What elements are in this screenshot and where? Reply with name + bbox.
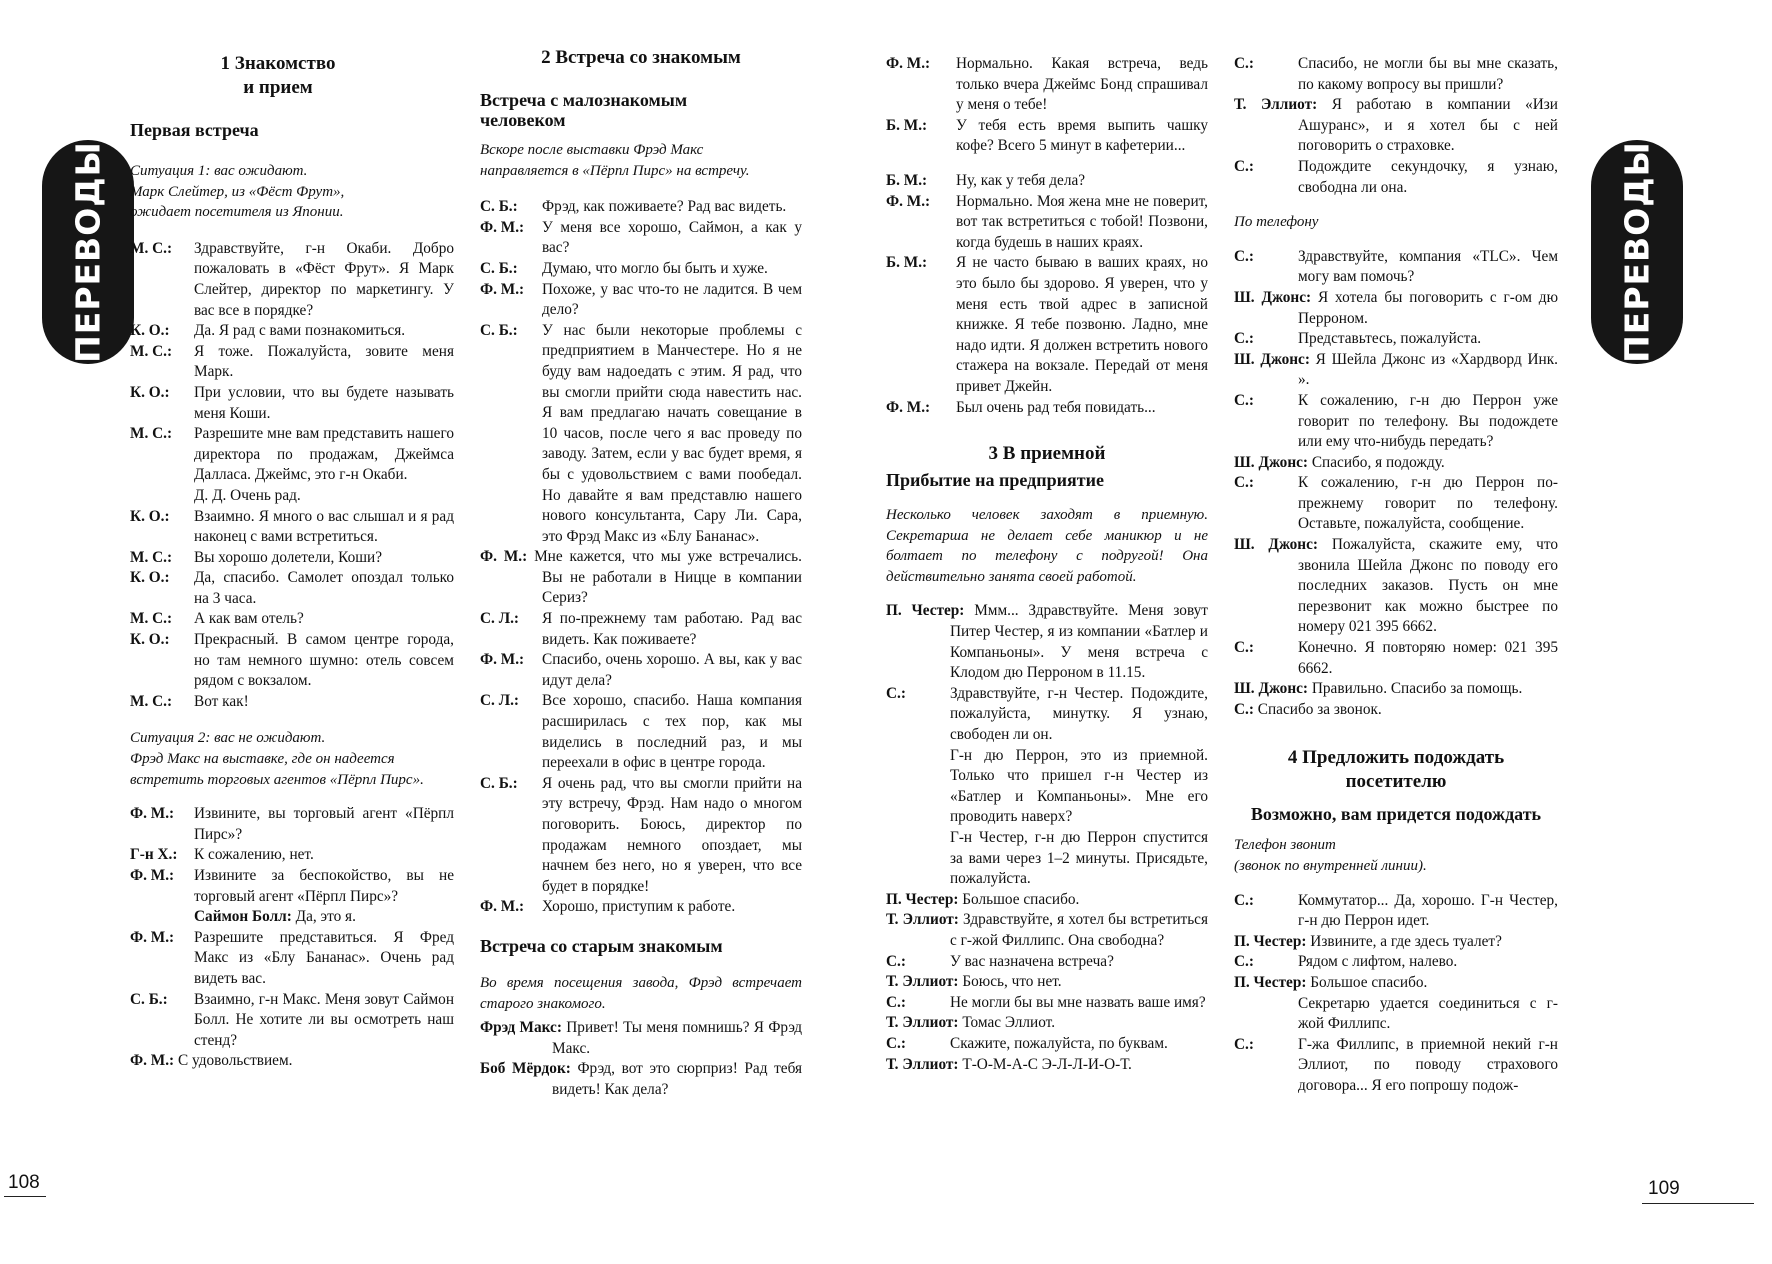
speaker: М. С.: <box>130 610 173 628</box>
dialogue-line <box>886 910 1208 951</box>
dialogue-line <box>886 1013 1208 1034</box>
dialogue-line <box>130 1051 454 1072</box>
section-tab-label: ПЕРЕВОДЫ <box>68 141 108 363</box>
dialogue-line <box>480 321 802 548</box>
dialogue-line <box>1234 638 1558 679</box>
line-text: Здравствуйте, компания «TLC». Чем могу вам помочь? <box>1298 247 1558 286</box>
dialogue-line <box>130 548 454 569</box>
dialogue-line <box>1234 535 1558 638</box>
speaker: Фрэд Макс: <box>480 1019 562 1037</box>
speaker: С.: <box>1234 891 1254 909</box>
speaker: Ф. М.: <box>130 1052 175 1070</box>
line-text: Ну, как у тебя дела? <box>956 171 1086 189</box>
page-rule-right <box>1642 1203 1754 1204</box>
dialogue-list <box>130 239 454 713</box>
column-2 <box>480 46 802 1101</box>
speaker: П. Честер: <box>1234 932 1307 950</box>
speaker: Ф. М.: <box>886 192 931 210</box>
dialogue-list <box>886 171 1208 418</box>
line-text: К сожалению, нет. <box>194 846 314 864</box>
speaker: К. О.: <box>130 322 170 340</box>
line-text: Взаимно, г-н Макс. Меня зовут Саймон Болл. Не хотите ли вы осмотреть наш стенд? <box>194 990 454 1049</box>
dialogue-line <box>886 398 1208 419</box>
speaker: К. О.: <box>130 631 170 649</box>
dialogue-list <box>1234 157 1558 198</box>
speaker: М. С.: <box>130 342 173 360</box>
dialogue-line <box>480 1059 802 1100</box>
dialogue-line <box>886 972 1208 993</box>
line-text: Похоже, у вас что-то не ладится. В чем дело? <box>542 280 802 319</box>
speaker: С.: <box>1234 1035 1254 1053</box>
dialogue-line <box>1234 952 1558 973</box>
section-heading: 3 В приемной <box>988 443 1106 465</box>
line-text: Нормально. Какая встреча, ведь только вчера Джеймс Бонд спрашивал у меня о тебе! <box>956 55 1208 114</box>
dialogue-line <box>130 239 454 321</box>
speaker: С.: <box>1234 474 1254 492</box>
stage-note: Секретарю удается соединиться с г-жой Филлипс. <box>1298 994 1558 1033</box>
dialogue-list <box>1234 473 1558 535</box>
line-text: Да, спасибо. Самолет опоздал только на 3 часа. <box>194 569 454 607</box>
dialogue-line <box>1234 932 1558 953</box>
dialogue-line <box>1234 95 1558 157</box>
column-4 <box>1234 54 1558 1097</box>
line-text: Думаю, что могло бы быть и хуже. <box>542 259 768 277</box>
line-text: Вы хорошо долетели, Коши? <box>194 548 383 566</box>
dialogue-line <box>1234 391 1558 453</box>
dialogue-list <box>480 197 802 547</box>
dialogue-list <box>1234 638 1558 679</box>
line-text: Не могли бы вы мне назвать ваше имя? <box>950 993 1206 1011</box>
dialogue-line <box>1234 350 1558 391</box>
line-text: Т-О-М-А-С Э-Л-Л-И-О-Т. <box>958 1055 1132 1073</box>
page-number-right: 109 <box>1648 1178 1680 1199</box>
speaker: Т. Эллиот: <box>886 911 959 929</box>
speaker: П. Честер: <box>886 602 965 620</box>
subsection-heading: Первая встреча <box>130 120 259 140</box>
speaker: Т. Эллиот: <box>886 973 959 991</box>
line-text: Был очень рад тебя повидать... <box>956 398 1156 416</box>
line-text: Я хотела бы поговорить с г-ом дю Перроном. <box>1298 288 1558 327</box>
situation-note: Несколько человек заходят в приемную. Секретарша не делает себе маникюр и не болтает по телефону с подругой! Она действительно занята своей работой. <box>886 507 1208 585</box>
line-text: Фрэд, вот это сюрприз! Рад тебя видеть! Как дела? <box>552 1060 803 1098</box>
line-text: Я работаю в компании «Изи Ашуранс», и я хотел бы с ней поговорить о страховке. <box>1298 96 1558 155</box>
dialogue-line <box>130 907 454 928</box>
speaker: П. Честер: <box>886 890 959 908</box>
line-text: Разрешите представиться. Я Фред Макс из «Блу Бананас». Очень рад видеть вас. <box>194 928 454 987</box>
line-text: Рядом с лифтом, налево. <box>1298 953 1458 971</box>
dialogue-line <box>130 609 454 630</box>
speaker: Т. Эллиот: <box>886 1055 959 1073</box>
dialogue-list <box>886 952 1208 973</box>
section-heading: 2 Встреча со знакомым <box>541 47 741 68</box>
situation-note: Во время посещения завода, Фрэд встречает старого знакомого. <box>480 974 802 1012</box>
line-text: А как вам отель? <box>194 610 304 628</box>
dialogue-list <box>1234 1035 1558 1097</box>
dialogue-list <box>1234 891 1558 932</box>
dialogue-line <box>886 952 1208 973</box>
speaker: С.: <box>886 952 906 970</box>
dialogue-line <box>886 890 1208 911</box>
speaker: Ф. М.: <box>130 805 175 823</box>
speaker: Ш. Джонс: <box>1234 453 1309 471</box>
speaker: С. Б.: <box>480 774 518 792</box>
speaker: С.: <box>886 684 906 702</box>
speaker: С. Л.: <box>480 692 520 710</box>
line-text: Фрэд, как поживаете? Рад вас видеть. <box>542 198 787 216</box>
speaker: К. О.: <box>130 383 170 401</box>
dialogue-list <box>1234 391 1558 453</box>
line-text: У тебя есть время выпить чашку кофе? Всего 5 минут в кафетерии... <box>956 116 1208 155</box>
dialogue-line <box>886 601 1208 683</box>
dialogue-line <box>480 897 802 918</box>
speaker: Б. М.: <box>886 116 928 134</box>
speaker: Т. Эллиот: <box>1234 96 1318 114</box>
dialogue-line <box>480 609 802 650</box>
line-text: Боюсь, что нет. <box>958 973 1062 991</box>
subsection-heading: Возможно, вам придется подождать <box>1250 804 1542 825</box>
line-text: Я очень рад, что вы смогли прийти на эту встречу, Фрэд. Нам надо о многом поговорить. Боюсь, директор по продажам немного опоздает, мы начнем без него, но я уверен, что все будет в порядке! <box>542 774 802 895</box>
dialogue-line <box>130 692 454 713</box>
speaker: С. Б.: <box>480 259 518 277</box>
speaker: Ф. М.: <box>480 898 525 916</box>
speaker: С.: <box>1234 55 1254 72</box>
dialogue-line <box>1234 288 1558 329</box>
line-text: У вас назначена встреча? <box>950 952 1114 970</box>
dialogue-line <box>1234 1035 1558 1097</box>
section-tab-left <box>42 140 134 364</box>
dialogue-line <box>130 845 454 866</box>
line-text: Конечно. Я повторяю номер: 021 395 6662. <box>1298 639 1558 677</box>
dialogue-line <box>1234 247 1558 288</box>
section-heading: 4 Предложить подождать посетителю <box>1287 747 1505 793</box>
speaker: Ш. Джонс: <box>1234 288 1312 306</box>
dialogue-list <box>1234 329 1558 350</box>
speaker: Г-н Х.: <box>130 846 178 864</box>
situation-note: Ситуация 2: вас не ожидают. Фрэд Макс на выставке, где он надеется встретить торговых агентов «Пёрпл Пирс». <box>130 730 424 788</box>
subsection-heading: Встреча со старым знакомым <box>480 935 723 956</box>
speaker: М. С.: <box>130 548 173 566</box>
line-text: Взаимно. Я много о вас слышал и я рад наконец с вами встретиться. <box>194 507 454 546</box>
line-text: Хорошо, приступим к работе. <box>542 898 736 916</box>
speaker: Ф. М.: <box>886 55 931 72</box>
dialogue-line <box>480 197 802 218</box>
line-text: Я тоже. Пожалуйста, зовите меня Марк. <box>194 342 454 381</box>
line-text: Большое спасибо. <box>1306 973 1428 991</box>
dialogue-line <box>886 192 1208 254</box>
dialogue-list <box>886 1034 1208 1055</box>
line-text: Здравствуйте, г-н Честер. Подождите, пожалуйста, минутку. Я узнаю, свободен ли он. Г-н дю Перрон, это из приемной. Только что пришел г-н Честер из «Батлер и Компаньоны». Мне его проводить наверх? Г-н Честер, г-н дю Перрон спустится за вами через 1–2 минуты. Присядьте, пожалуйста. <box>950 684 1208 888</box>
dialogue-line <box>1234 329 1558 350</box>
line-text: Томас Эллиот. <box>958 1014 1056 1032</box>
speaker: М. С.: <box>130 692 173 710</box>
dialogue-list <box>130 804 454 907</box>
line-text: Спасибо, я подожду. <box>1308 453 1445 471</box>
subsection-heading: Встреча с малознакомым человеком <box>480 90 688 130</box>
speaker: М. С.: <box>130 239 173 257</box>
speaker: С.: <box>1234 639 1254 657</box>
speaker: Б. М.: <box>886 254 928 272</box>
dialogue-line <box>1234 973 1558 994</box>
dialogue-list <box>480 609 802 918</box>
line-text: Разрешите мне вам представить нашего директора по продажам, Джеймса Далласа. Джеймс, это г-н Окаби. Д. Д. Очень рад. <box>194 425 454 504</box>
line-text: С удовольствием. <box>174 1052 293 1070</box>
line-text: Правильно. Спасибо за помощь. <box>1308 680 1523 698</box>
line-text: К сожалению, г-н дю Перрон уже говорит по телефону. Вы подождете или ему что-нибудь передать? <box>1298 391 1558 451</box>
speaker: М. С.: <box>130 425 173 443</box>
dialogue-line <box>886 253 1208 397</box>
dialogue-line <box>886 1055 1208 1076</box>
line-text: Привет! Ты меня помнишь? Я Фрэд Макс. <box>552 1019 802 1057</box>
line-text: Да. Я рад с вами познакомиться. <box>194 322 406 340</box>
dialogue-list <box>130 928 454 1052</box>
page-rule-left <box>4 1196 46 1197</box>
line-text: Я по-прежнему там работаю. Рад вас видеть. Как поживаете? <box>542 610 802 648</box>
section-tab-right <box>1591 140 1683 364</box>
line-text: Пожалуйста, скажите ему, что звонила Шейла Джонс по поводу его последних заказов. Пусть он мне перезвонит как можно быстрее по номеру 021 395 6662. <box>1298 536 1559 636</box>
dialogue-line <box>886 171 1208 192</box>
speaker: С.: <box>886 993 906 1011</box>
dialogue-line <box>480 774 802 898</box>
situation-note: Вскоре после выставки Фрэд Макс направляется в «Пёрпл Пирс» на встречу. <box>480 142 750 179</box>
line-text: Спасибо, очень хорошо. А вы, как у вас идут дела? <box>542 651 802 689</box>
column-3 <box>886 54 1208 1075</box>
speaker: Ф. М.: <box>130 867 175 884</box>
speaker: Ф. М.: <box>130 928 175 946</box>
speaker: Саймон Болл: <box>194 908 292 926</box>
line-text: Нормально. Моя жена мне не поверит, вот так встретиться с тобой! Позвони, когда будешь в наших краях. <box>956 192 1208 251</box>
line-text: Прекрасный. В самом центре города, но там немного шумно: отель совсем рядом с вокзалом. <box>194 631 454 690</box>
speaker: Т. Эллиот: <box>886 1014 959 1032</box>
dialogue-line <box>130 630 454 692</box>
situation-note: Ситуация 1: вас ожидают. Марк Слейтер, из «Фёст Фрут», ожидает посетителя из Японии. <box>130 163 345 221</box>
line-text: Представьтесь, пожалуйста. <box>1298 330 1482 348</box>
line-text: Извините, а где здесь туалет? <box>1306 932 1502 950</box>
situation-note: По телефону <box>1234 214 1319 231</box>
line-text: У меня все хорошо, Саймон, а как у вас? <box>542 218 802 257</box>
line-text: Подождите секундочку, я узнаю, свободна ли она. <box>1298 157 1558 196</box>
dialogue-line <box>130 321 454 342</box>
speaker: С.: <box>886 1034 906 1052</box>
situation-note: Телефон звонит (звонок по внутренней линии). <box>1234 837 1427 874</box>
line-text: Г-жа Филлипс, в приемной некий г-н Эллиот, по поводу страхового договора... Я его попрошу подож- <box>1298 1035 1558 1094</box>
dialogue-line <box>1234 157 1558 198</box>
speaker: Ф. М.: <box>480 280 525 298</box>
subsection-heading: Прибытие на предприятие <box>886 470 1104 491</box>
line-text: При условии, что вы будете называть меня Коши. <box>194 383 454 422</box>
speaker: Б. М.: <box>886 171 928 189</box>
line-text: У нас были некоторые проблемы с предприятием в Манчестере. Но я не буду вам надоедать с этим. Я рад, что вы смогли прийти сюда навестить нас. Я вам предлагаю начать совещание в 10 часов, после чего я вас проведу по заводу. Затем, если у вас будет время, я бы с удовольствием с вами пообедал. Но давайте я вам представлю нашего нового консультанта, Сару Ли. Сара, это Фрэд Макс из «Блу Бананас». <box>542 321 802 545</box>
speaker: Ш. Джонс: <box>1234 536 1319 554</box>
dialogue-line <box>130 990 454 1052</box>
speaker: Ф. М.: <box>886 398 931 416</box>
speaker: С. Б.: <box>480 321 518 339</box>
speaker: С.: <box>1234 700 1254 718</box>
dialogue-line <box>886 116 1208 157</box>
dialogue-line <box>1234 700 1558 721</box>
line-text: Здравствуйте, г-н Окаби. Добро пожаловать в «Фёст Фрут». Я Марк Слейтер, директор по маркетингу. У вас все в порядке? <box>194 239 454 319</box>
dialogue-list <box>1234 54 1558 95</box>
line-text: Коммутатор... Да, хорошо. Г-н Честер, г-н дю Перрон идет. <box>1298 891 1558 930</box>
speaker: К. О.: <box>130 507 170 525</box>
line-text: Спасибо за звонок. <box>1253 700 1382 718</box>
speaker: Ф. М.: <box>480 218 525 236</box>
dialogue-line <box>1234 54 1558 95</box>
line-text: Извините, вы торговый агент «Пёрпл Пирс»? <box>194 805 454 843</box>
speaker: С.: <box>1234 157 1254 175</box>
line-text: Все хорошо, спасибо. Наша компания расширилась с тех пор, как мы виделись в последний раз, и мы переехали в офис в центре города. <box>542 692 802 772</box>
line-text: Да, это я. <box>291 908 356 926</box>
line-text: Я Шейла Джонс из «Хардворд Инк. ». <box>1298 350 1559 389</box>
line-text: Вот как! <box>194 692 249 710</box>
dialogue-line <box>130 424 454 506</box>
dialogue-line <box>130 866 454 907</box>
speaker: С. Л.: <box>480 610 520 628</box>
dialogue-line <box>886 684 1208 890</box>
dialogue-line <box>480 650 802 691</box>
line-text: Скажите, пожалуйста, по буквам. <box>950 1034 1168 1052</box>
speaker: Ф. М.: <box>480 548 528 566</box>
speaker: Боб Мёрдок: <box>480 1060 571 1078</box>
dialogue-line <box>1234 891 1558 932</box>
line-text: Я не часто бываю в ваших краях, но это было бы здорово. Я уверен, что у меня есть твой адрес в записной книжке. Я тебе позвоню. Ладно, мне надо идти. Я должен встретить нового стажера на вокзале. Передай от меня привет Джейн. <box>956 254 1208 395</box>
dialogue-line <box>480 691 802 773</box>
speaker: С.: <box>1234 247 1254 265</box>
dialogue-list <box>1234 952 1558 973</box>
section-tab-label: ПЕРЕВОДЫ <box>1617 141 1657 363</box>
speaker: С. Б.: <box>130 990 168 1008</box>
speaker: К. О.: <box>130 569 170 587</box>
dialogue-line <box>1234 679 1558 700</box>
dialogue-list <box>1234 247 1558 288</box>
page-number-left: 108 <box>8 1172 40 1193</box>
line-text: Ммм... Здравствуйте. Меня зовут Питер Честер, я из компании «Батлер и Компаньоны». У меня встреча с Клодом дю Перроном в 11.15. <box>950 602 1208 682</box>
dialogue-line <box>1234 453 1558 474</box>
dialogue-line <box>480 1018 802 1059</box>
dialogue-line <box>1234 473 1558 535</box>
dialogue-line <box>886 1034 1208 1055</box>
dialogue-line <box>130 804 454 845</box>
line-text: Спасибо, не могли бы вы мне сказать, по какому вопросу вы пришли? <box>1298 55 1558 93</box>
dialogue-line <box>130 383 454 424</box>
line-text: Здравствуйте, я хотел бы встретиться с г-жой Филлипс. Она свободна? <box>950 911 1208 949</box>
speaker: С.: <box>1234 953 1254 971</box>
dialogue-line <box>886 993 1208 1014</box>
speaker: С.: <box>1234 391 1254 409</box>
dialogue-line <box>480 218 802 259</box>
speaker: Ф. М.: <box>480 651 525 669</box>
line-text: Мне кажется, что мы уже встречались. Вы не работали в Ницце в компании Сериз? <box>527 548 802 607</box>
dialogue-line <box>130 342 454 383</box>
speaker: С. Б.: <box>480 198 518 216</box>
dialogue-list <box>886 993 1208 1014</box>
dialogue-line <box>130 507 454 548</box>
speaker: П. Честер: <box>1234 973 1307 991</box>
line-text: Извините за беспокойство, вы не торговый агент «Пёрпл Пирс»? <box>194 867 454 905</box>
dialogue-line <box>480 547 802 609</box>
dialogue-line <box>480 259 802 280</box>
column-1 <box>130 52 454 1072</box>
speaker: С.: <box>1234 330 1254 348</box>
dialogue-line <box>886 54 1208 116</box>
line-text: Большое спасибо. <box>958 890 1080 908</box>
dialogue-line <box>130 928 454 990</box>
section-heading: 1 Знакомство и прием <box>220 53 336 98</box>
dialogue-line <box>480 280 802 321</box>
speaker: Ш. Джонс: <box>1234 350 1310 368</box>
dialogue-line <box>130 568 454 609</box>
line-text: К сожалению, г-н дю Перрон по-прежнему говорит по телефону. Оставьте, пожалуйста, сообщение. <box>1298 474 1558 533</box>
speaker: Ш. Джонс: <box>1234 680 1309 698</box>
dialogue-list <box>886 54 1208 157</box>
